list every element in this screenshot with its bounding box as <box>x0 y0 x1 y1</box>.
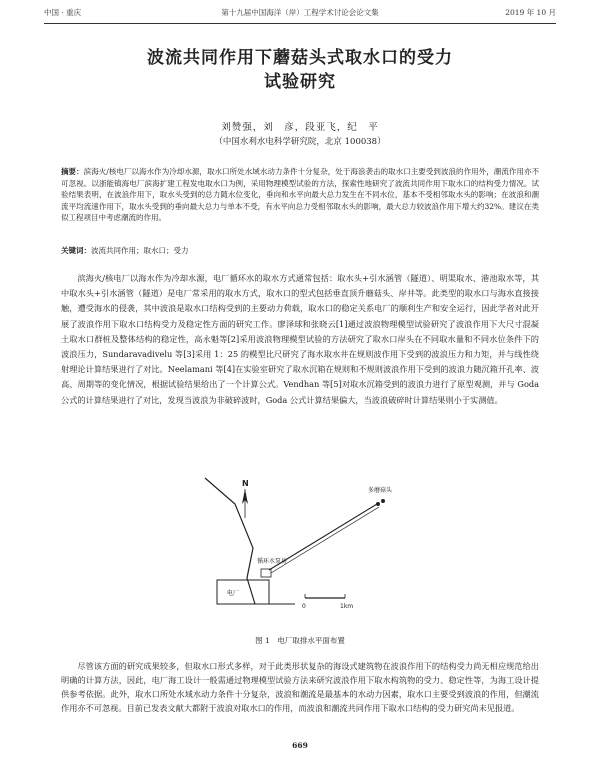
body-paragraph-1: 滨海火/核电厂以海水作为冷却水源，电厂循环水的取水方式通常包括：取水头+引水涵管（隧道）、明渠取水、港池取水等，其中取水头+引水涵管（隧道）是电厂常采用的取水方式，取水口的型式包括垂直顶升蘑菇头、岸井等。此类型的取水口与海水直接接触，遭受海水的侵袭，其中波浪是取水口结构受到的主要动力荷载，取水口的稳定关系电厂的顺利生产和安全运行，因此学者对此开展了波浪作用下取水口结构受力及稳定性方面的研究工作。廖泽球和张晓云[1]通过波浪物理模型试验研究了波浪作用下大尺寸混凝土取水口群桩及整体结构的稳定性，高永魁等[2]采用波浪物理模型试验的方法研究了取水口岸头在不同取水量和不同水位条件下的波浪压力，Sundaravadivelu 等[3]采用 1：25 的模型比尺研究了海水取水井在规则波作用下受到的波浪压力和力矩，并与线性绕射理论计算结果进行了对比。Neelamani 等[4]在实验室研究了取水沉箱在规则和不规则波浪作用下受到的波浪力随沉箱开孔率、波高、周期等的变化情况，根据试验结果给出了一个计算公式。Vendhan 等[5]对取水沉箱受到的波浪力进行了原型观测，并与 Goda 公式的计算结果进行了对比，发现当波浪为非破碎波时，Goda 公式计算结果偏大，当波浪破碎时计算结果则小于实测值。 <box>61 273 539 405</box>
figure-caption: 图 1 电厂取排水平面布置 <box>255 636 345 645</box>
coastline <box>205 478 255 604</box>
header-rule <box>44 23 556 24</box>
intake-pipeline-2 <box>271 507 379 573</box>
keywords <box>61 245 539 256</box>
north-label: N <box>242 479 249 488</box>
affiliation: （中国水利水电科学研究院，北京 100038） <box>214 137 386 147</box>
abstract-label: 摘要： <box>61 167 84 176</box>
keywords-label: 关键词： <box>61 246 91 255</box>
authors: 刘赞强，刘 彦，段亚飞，纪 平 <box>221 122 379 133</box>
title-line-2: 试验研究 <box>264 72 336 92</box>
running-header <box>44 7 556 21</box>
paper-title <box>0 46 600 94</box>
header-date: 2019 年 10 月 <box>505 8 556 17</box>
abstract-text: 滨海火/核电厂以海水作为冷却水源，取水口所处水域水动力条件十分复杂，处于海浪袭击的取水口主要受到波浪的作用外，潮流作用亦不可忽视。以浙能镇海电厂滨海扩建工程发电取水口为例，采用物理模型试验的方法，探索性地研究了波流共同作用下取水口的结构受力情况。试验结果表明，在波浪作用下，取水头受到的总力随水位变化，垂向和水平向最大总力发生在不同水位，基本不受相邻取水头的影响；在波浪和潮流平均流速作用下，取水头受到的垂向最大总力与单本不受，有水平向总力受相邻取水头的影响，最大总力较波浪作用下增大约32%。建议在类似工程项目中考虑潮流的作用。 <box>61 167 540 222</box>
abstract <box>61 166 539 224</box>
header-proceedings: 第十九届中国海洋（岸）工程学术讨论会论文集 <box>221 8 379 17</box>
pump-label: 循环水泵房 <box>257 558 288 565</box>
mushroom-head-2 <box>381 499 385 503</box>
figure-plan-layout <box>195 476 405 626</box>
header-location: 中国 · 重庆 <box>44 8 82 17</box>
plan-layout-diagram <box>195 476 405 626</box>
title-line-1: 波流共同作用下蘑菇头式取水口的受力 <box>147 48 453 68</box>
scale-start-label: 0 <box>302 603 306 610</box>
mushroom-head-1 <box>376 502 380 506</box>
keywords-text: 波流共同作用；取水口；受力 <box>91 246 189 255</box>
scale-end-label: 1km <box>340 603 354 610</box>
plant-outline <box>217 580 269 604</box>
page-number: 669 <box>292 741 308 750</box>
plant-label: 电厂 <box>227 590 240 597</box>
body-paragraph-2: 尽管该方面的研究成果较多，但取水口形式多样，对于此类形状复杂的海设式建筑物在波浪作用下的结构受力尚无相应规范给出明确的计算方法，因此，电厂海工设计一般需通过物理模型试验方法来研究波浪作用下取水构筑物的受力、稳定性等，为海工设计提供参考依据。此外，取水口所处水域水动力条件十分复杂，波浪和潮流是最基本的水动力因素，取水口主要受到波浪的作用，但潮流作用亦不可忽视。目前已发表文献大都附于波浪对取水口的作用，而波浪和潮流共同作用下取水口结构的受力研究尚未见报道。 <box>61 661 539 713</box>
mushroom-label: 多蘑菇头 <box>368 487 393 494</box>
